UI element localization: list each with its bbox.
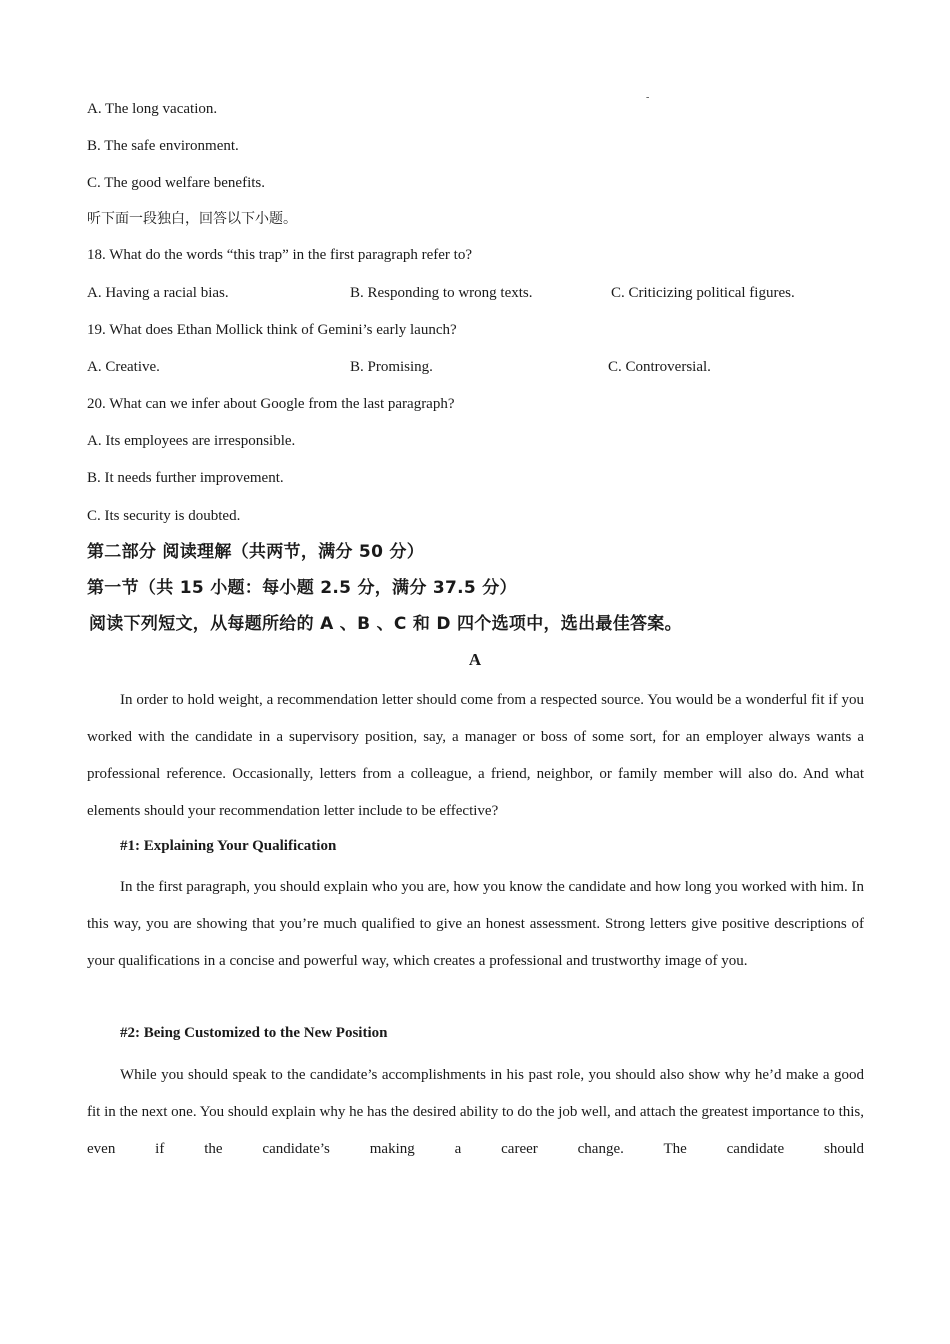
q17-option-b: B. The safe environment.: [87, 138, 239, 154]
passage-intro: In order to hold weight, a recommendation letter should come from a respected source. You would be a wonderful fit if you worked with the candidate in a supervisory position, say, a manager or boss of some sort, for an employer always wants a professional reference. Occasionally, letters from a colleague, a friend, neighbor, or family member will also do. And what elements should your recommendation letter include to be effective?: [87, 692, 864, 819]
q18-option-a: A. Having a racial bias.: [87, 285, 229, 301]
q18-options: [87, 283, 887, 303]
q19-options: [87, 357, 887, 377]
q18-question: 18. What do the words “this trap” in the first paragraph refer to?: [87, 247, 473, 263]
part2-title: 第二部分 阅读理解（共两节，满分 50 分）: [87, 542, 425, 562]
subheading-qualification: #1: Explaining Your Qualification: [120, 838, 337, 854]
subheading-customized: #2: Being Customized to the New Position: [120, 1025, 388, 1041]
passage-para-2: While you should speak to the candidate’s accomplishments in his past role, you should also show why he’d make a good fit in the next one. You should explain why he has the desired ability to do the job well, and attach the greatest importance to this, even if the candidate’s making a career change. The candidate should: [87, 1067, 864, 1157]
listening-instruction: 听下面一段独白，回答以下小题。: [87, 211, 297, 227]
q17-option-a: A. The long vacation.: [87, 101, 218, 117]
section1-title: 第一节（共 15 小题：每小题 2.5 分，满分 37.5 分）: [87, 578, 517, 598]
q17-option-c: C. The good welfare benefits.: [87, 175, 266, 191]
q20-question: 20. What can we infer about Google from the last paragraph?: [87, 396, 455, 412]
passage-label: A: [468, 650, 482, 669]
q20-option-c: C. Its security is doubted.: [87, 508, 241, 524]
q19-option-b: B. Promising.: [350, 359, 433, 375]
header-mark: -: [646, 92, 650, 103]
q19-question: 19. What does Ethan Mollick think of Gemini’s early launch?: [87, 322, 457, 338]
q18-option-c: C. Criticizing political figures.: [611, 285, 795, 301]
q19-option-a: A. Creative.: [87, 359, 160, 375]
q18-option-b: B. Responding to wrong texts.: [350, 285, 533, 301]
q19-option-c: C. Controversial.: [608, 359, 711, 375]
passage-para-1: In the first paragraph, you should explain who you are, how you know the candidate and how long you worked with him. In this way, you are showing that you’re much qualified to give an honest assessment. Strong letters give positive descriptions of your qualifications in a concise and powerful way, which creates a professional and trustworthy image of you.: [87, 879, 864, 969]
q20-option-b: B. It needs further improvement.: [87, 470, 284, 486]
q20-option-a: A. Its employees are irresponsible.: [87, 433, 296, 449]
reading-instruction: 阅读下列短文，从每题所给的 A 、B 、C 和 D 四个选项中，选出最佳答案。: [89, 614, 682, 634]
